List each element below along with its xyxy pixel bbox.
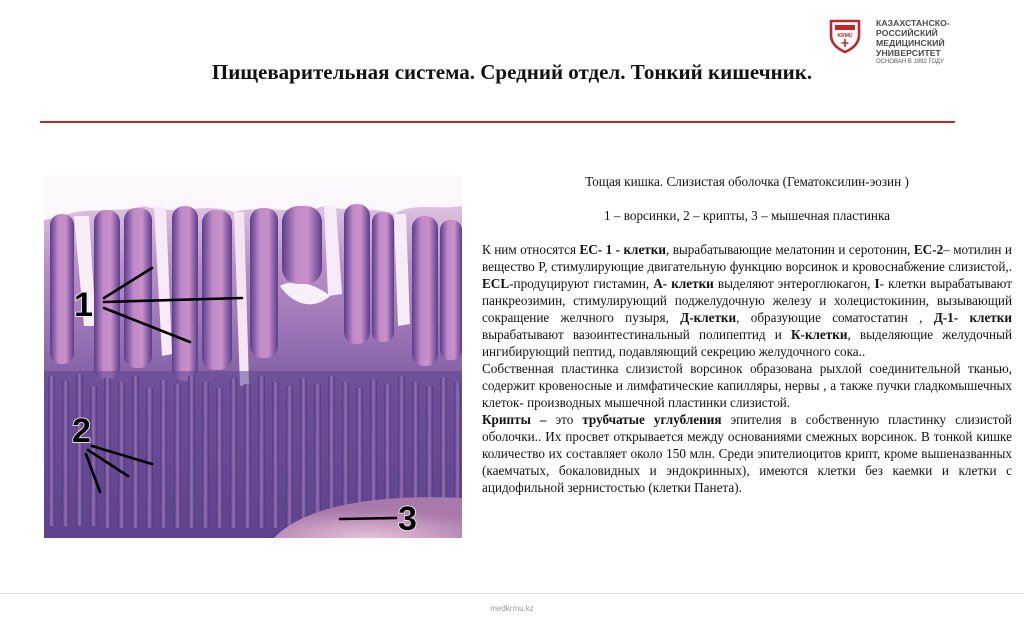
label-crypts: 2 — [72, 412, 91, 450]
text-run: , вырабатывающие мелатонин и серотонин, — [665, 242, 914, 257]
label-villi: 1 — [74, 286, 93, 324]
shield-logo-icon — [828, 18, 862, 54]
text-run: вырабатывают вазоинтестинальный полипептид и — [482, 327, 791, 342]
endocrine-cells-paragraph — [482, 241, 1012, 360]
footer-divider — [0, 593, 1024, 594]
logo-mark-text: KRMU — [837, 33, 853, 39]
caption-heading: Тощая кишка. Слизистая оболочка (Гематоксилин-эозин ) — [585, 174, 909, 189]
lamina-propria-paragraph: Собственная пластинка слизистой ворсинок образована рыхлой соединительной тканью, содержит кровеносные и лимфатические капилляры, нервы , а также пучки гладкомышечных клеток- производных мышечной пластинки слизистой. — [482, 361, 1012, 410]
cell-term: ECL — [482, 276, 510, 291]
text-run: К ним относятся — [482, 242, 580, 257]
text-run: - клетки вырабатывают панкреозимин, стимулирующий поджелудочную железу и холецистокинин, вызывающий сокращение желчного пузыря, — [482, 276, 1013, 325]
title-divider — [40, 121, 955, 123]
footer-website: medkrmu.kz — [490, 604, 534, 613]
slide-title: Пищеварительная система. Средний отдел. Тонкий кишечник. — [211, 60, 813, 84]
cell-term: Д-клетки — [680, 310, 737, 325]
cell-term: I — [874, 276, 880, 291]
text-run: , выделяющие желудочный ингибирующий пептид, подавляющий секрецию желудочного сока.. — [482, 327, 1012, 359]
text-run: -продуцируют гистамин, — [509, 276, 654, 291]
cell-term: К-клетки — [790, 327, 848, 342]
text-run: – мотилин и вещество P, стимулирующие двигательную функцию ворсинок и кровоснабжение слизистой,. — [482, 242, 1012, 274]
crypts-term: Крипты – — [482, 412, 547, 427]
text-run: эпителия в собственную пластинку слизистой оболочки.. Их просвет открывается между основаниями смежных ворсинок. В тонкой кишке количество их составляет около 150 млн. Среди эпителиоцитов крипт, кроме вышеназванных (каемчатых, бокаловидных и эндокринных), имеются клетки без каемки и клетки с ацидофильной зернистостью (клетки Панета). — [482, 412, 1012, 495]
university-name-line2: МЕДИЦИНСКИЙ УНИВЕРСИТЕТ — [876, 38, 945, 58]
text-run: выделяют энтероглюкагон, — [713, 276, 875, 291]
university-logo — [828, 18, 1008, 65]
caption-legend: 1 – ворсинки, 2 – крипты, 3 – мышечная пластинка — [603, 208, 891, 223]
university-name-line1: КАЗАХСТАНСКО-РОССИЙСКИЙ — [876, 18, 950, 38]
cell-term: EC- 1 - клетки — [579, 242, 666, 257]
tubular-term: трубчатые углубления — [582, 412, 722, 427]
crypts-paragraph — [482, 411, 1012, 496]
caption-block — [482, 173, 1012, 496]
text-run: это — [546, 412, 583, 427]
founded-note: ОСНОВАН В 1992 ГОДУ — [876, 59, 944, 65]
text-run: , образующие соматостатин , — [736, 310, 934, 325]
cell-term: Д-1- клетки — [933, 310, 1012, 325]
cell-term: EC-2 — [913, 242, 944, 257]
label-muscularis: 3 — [398, 500, 417, 538]
histology-micrograph — [44, 176, 462, 538]
cell-term: A- клетки — [653, 276, 714, 291]
jejunum-mucosa-image — [44, 176, 462, 538]
